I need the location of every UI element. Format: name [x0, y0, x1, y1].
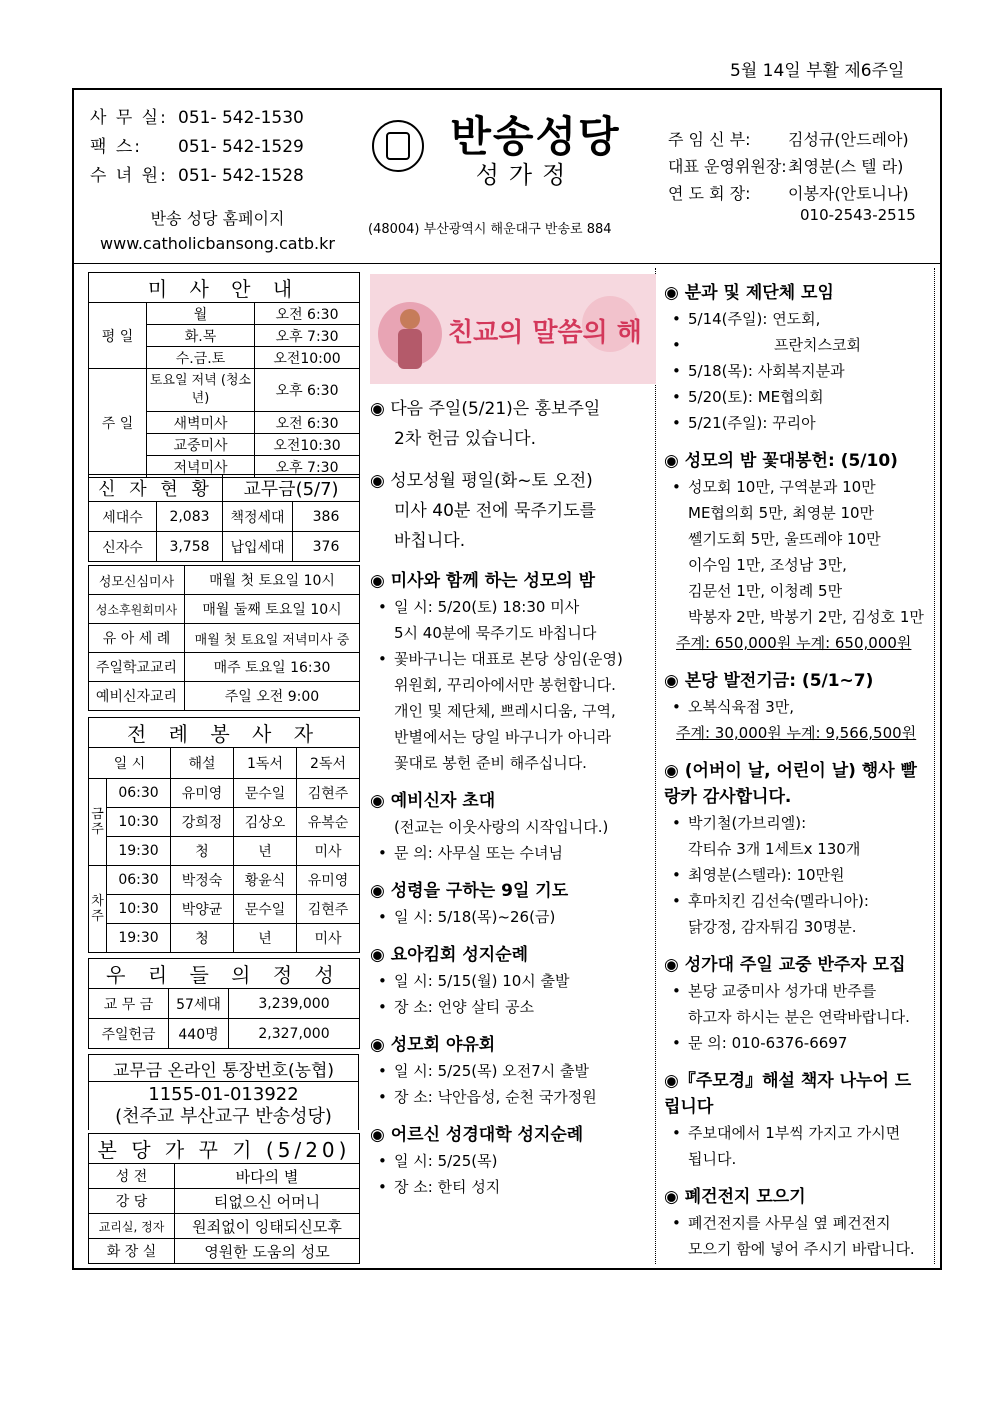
- liturgy-cell: 문수일: [234, 895, 297, 924]
- staff-block: [668, 126, 909, 207]
- notice-item: 모으기 함에 넣어 주시기 바랍니다.: [688, 1240, 915, 1258]
- notice-item: 개인 및 제단체, 쁘레시디움, 구역,: [394, 702, 616, 720]
- schedule-value: 매월 첫 토요일 저녁미사 중: [185, 624, 360, 653]
- banner-text: 친교의 말씀의 해: [448, 318, 642, 348]
- notice-section: [370, 1122, 652, 1200]
- members-table: [88, 474, 360, 562]
- notice-item: • 박기철(가브리엘):: [664, 810, 926, 836]
- account-table: [88, 1054, 359, 1130]
- liturgy-cell: 06:30: [107, 779, 171, 808]
- schedule-value: 매주 토요일 16:30: [185, 653, 360, 682]
- account-number-cell: [89, 1082, 359, 1131]
- liturgy-cell: 청: [171, 837, 234, 866]
- mass-day: 새벽미사: [147, 412, 255, 434]
- notice-item: 김문선 1만, 이청례 5만: [688, 582, 843, 600]
- schedule-value: 주일 오전 9:00: [185, 682, 360, 711]
- mass-day: 월: [147, 303, 255, 325]
- schedule-label: 주일학교교리: [89, 653, 185, 682]
- liturgy-cell: 06:30: [107, 866, 171, 895]
- members-cell: 신자수: [89, 532, 157, 562]
- notice-item: 5시 40분에 묵주기도 바칩니다: [394, 624, 597, 642]
- members-cell: 세대수: [89, 502, 157, 532]
- notice-section: [370, 878, 652, 930]
- notice-item: • 본당 교중미사 성가대 반주를: [664, 978, 926, 1004]
- notice-item: • 5/18(목): 사회복지분과: [664, 358, 926, 384]
- offering-cell: 3,239,000: [229, 989, 360, 1019]
- members-cell: 납입세대: [223, 532, 293, 562]
- notice-section: [664, 280, 926, 436]
- liturgy-cell: 10:30: [107, 808, 171, 837]
- notice-item: 하고자 하시는 분은 연락바랍니다.: [688, 1008, 910, 1026]
- homepage-label: 반송 성당 홈페이지: [150, 209, 285, 228]
- offering-cell: 57세대: [169, 989, 229, 1019]
- schedule-label: 예비신자교리: [89, 682, 185, 711]
- notice-item: • 꽃바구니는 대표로 본당 상임(운영): [370, 646, 652, 672]
- liturgy-cell: 김현주: [297, 895, 360, 924]
- account-holder: (천주교 부산교구 반송성당): [115, 1106, 332, 1127]
- mass-title: 미 사 안 내: [89, 273, 360, 303]
- account-number: 1155-01-013922: [148, 1084, 299, 1105]
- notice-section: [664, 448, 926, 656]
- liturgy-header: 1독서: [234, 748, 297, 779]
- notice-heading: ◉ 성모의 밤 꽃대봉헌: (5/10): [664, 451, 898, 471]
- notice-item: • 5/20(토): ME협의회: [664, 384, 926, 410]
- notice-heading: ◉ 예비신자 초대: [370, 791, 496, 811]
- header-divider: [72, 263, 942, 264]
- sunday-label: 주 일: [89, 369, 147, 478]
- members-cell: 2,083: [157, 502, 223, 532]
- notice-section: [370, 466, 652, 556]
- account-title: 교무금 온라인 통장번호(농협): [89, 1055, 359, 1082]
- notice-heading: ◉ 어르신 성경대학 성지순례: [370, 1125, 584, 1145]
- notice-item: • 일 시: 5/25(목) 오전7시 출발: [370, 1058, 652, 1084]
- weekday-label: 평 일: [89, 303, 147, 369]
- decor-place: 강 당: [89, 1189, 175, 1214]
- liturgy-cell: 황윤식: [234, 866, 297, 895]
- notice-section: [370, 394, 652, 454]
- yeondo-row: 연 도 회 장: 이봉자(안토니나): [668, 184, 909, 203]
- notice-line: 미사 40분 전에 묵주기도를: [394, 501, 597, 521]
- notice-heading: ◉ 본당 발전기금: (5/1~7): [664, 671, 874, 691]
- mass-time: 오전 6:30: [255, 412, 360, 434]
- notice-item: • 5/21(주일): 꾸리아: [664, 410, 926, 436]
- liturgy-cell: 19:30: [107, 924, 171, 953]
- fax-number: 팩 스: 051- 542-1529: [90, 137, 304, 157]
- notice-item: • 후마치킨 김선숙(멜라니아):: [664, 888, 926, 914]
- liturgy-title: 전 례 봉 사 자: [89, 718, 360, 748]
- decor-place: 교리실, 정자: [89, 1214, 175, 1239]
- notice-item: • 장 소: 한티 성지: [370, 1174, 652, 1200]
- notice-item: • 오복식육점 3만,: [664, 694, 926, 720]
- notice-item: • 성모회 10만, 구역분과 10만: [664, 474, 926, 500]
- chair-row: 대표 운영위원장:최영분(스 텔 라): [668, 157, 904, 176]
- liturgy-header: 2독서: [297, 748, 360, 779]
- members-cell: 책정세대: [223, 502, 293, 532]
- issue-date: 5월 14일 부활 제6주일: [730, 61, 905, 81]
- mass-time: 오후 6:30: [255, 369, 360, 412]
- liturgy-header: 일 시: [89, 748, 171, 779]
- parish-address: (48004) 부산광역시 해운대구 반송로 884: [368, 222, 612, 237]
- members-cell: 376: [293, 532, 360, 562]
- notice-item: • 일 시: 5/18(목)~26(금): [370, 904, 652, 930]
- notice-item: 주계: 650,000원 누계: 650,000원: [676, 634, 912, 652]
- decor-place: 성 전: [89, 1164, 175, 1189]
- notice-item: • 일 시: 5/25(목): [370, 1148, 652, 1174]
- convent-phone: 수 녀 원: 051- 542-1528: [90, 166, 304, 186]
- liturgy-cell: 강희정: [171, 808, 234, 837]
- liturgy-cell: 년: [234, 837, 297, 866]
- notice-section: [370, 788, 652, 866]
- notice-item: (전교는 이웃사랑의 시작입니다.): [394, 818, 609, 836]
- masthead: [368, 113, 653, 189]
- decor-team: 원죄없이 잉태되신모후: [175, 1214, 360, 1239]
- schedule-value: 매월 둘째 토요일 10시: [185, 595, 360, 624]
- office-phone: 사 무 실: 051- 542-1530: [90, 108, 304, 128]
- liturgy-cell: 년: [234, 924, 297, 953]
- pastor-row: 주 임 신 부: 김성규(안드레아): [668, 130, 909, 149]
- decor-team: 영원한 도움의 성모: [175, 1239, 360, 1264]
- liturgy-table: [88, 717, 360, 953]
- notice-item: 쎌기도회 5만, 울뜨레야 10만: [688, 530, 881, 548]
- notice-heading: ◉ 미사와 함께 하는 성모의 밤: [370, 571, 596, 591]
- notice-item: • 최영분(스텔라): 10만원: [664, 862, 926, 888]
- members-cell: 386: [293, 502, 360, 532]
- notice-heading: ◉ 성가대 주일 교중 반주자 모집: [664, 955, 906, 975]
- members-title: 신 자 현 황: [89, 475, 223, 502]
- decor-team: 바다의 별: [175, 1164, 360, 1189]
- notice-section: [370, 942, 652, 1020]
- offering-cell: 교 무 금: [89, 989, 169, 1019]
- liturgy-cell: 김현주: [297, 779, 360, 808]
- offering-table: [88, 958, 360, 1049]
- notice-heading: ◉ 성모성월 평일(화~토 오전): [370, 471, 593, 491]
- notice-item: 됩니다.: [688, 1150, 737, 1168]
- column-divider-right: [655, 268, 656, 1264]
- liturgy-cell: 문수일: [234, 779, 297, 808]
- notice-item: • 문 의: 010-6376-6697: [664, 1030, 926, 1056]
- contact-block: [90, 104, 304, 191]
- this-week-label: 금주: [89, 779, 107, 866]
- notice-heading: ◉ 분과 및 제단체 모임: [664, 283, 834, 303]
- decor-team: 티없으신 어머니: [175, 1189, 360, 1214]
- notice-item: 각티슈 3개 1세트x 130개: [688, 840, 861, 858]
- notice-section: [664, 1068, 926, 1172]
- liturgy-cell: 박양균: [171, 895, 234, 924]
- mass-day: 교중미사: [147, 434, 255, 456]
- mass-time: 오후 7:30: [255, 325, 360, 347]
- schedule-value: 매월 첫 토요일 10시: [185, 566, 360, 595]
- notice-heading: ◉ 성모회 야유회: [370, 1035, 496, 1055]
- notice-item: • 폐건전지를 사무실 옆 폐건전지: [664, 1210, 926, 1236]
- notices-middle: [370, 394, 652, 1200]
- notice-line: 2차 헌금 있습니다.: [394, 429, 536, 449]
- contact-phone: 010-2543-2515: [800, 206, 916, 224]
- liturgy-cell: 김상오: [234, 808, 297, 837]
- notice-heading: ◉ 폐건전지 모으기: [664, 1187, 806, 1207]
- schedule-label: 유 아 세 례: [89, 624, 185, 653]
- notice-item: • 5/14(주일): 연도회,: [664, 306, 926, 332]
- liturgy-cell: 미사: [297, 837, 360, 866]
- notice-item: 이수임 1만, 조성남 3만,: [688, 556, 847, 574]
- notice-item: 꽃대로 봉헌 준비 해주십니다.: [394, 754, 587, 772]
- schedule-label: 성소후원회미사: [89, 595, 185, 624]
- decor-title: 본 당 가 꾸 기 (5/20): [89, 1134, 360, 1164]
- notice-item: 박봉자 2만, 박봉기 2만, 김성호 1만: [688, 608, 924, 626]
- next-week-label: 차주: [89, 866, 107, 953]
- liturgy-cell: 미사: [297, 924, 360, 953]
- notice-item: • 장 소: 언양 살티 공소: [370, 994, 652, 1020]
- notice-section: [664, 1184, 926, 1262]
- notice-line: 바칩니다.: [394, 531, 466, 551]
- notice-item: • 일 시: 5/15(월) 10시 출발: [370, 968, 652, 994]
- liturgy-cell: 10:30: [107, 895, 171, 924]
- mass-day: 화.목: [147, 325, 255, 347]
- notice-heading: ◉ (어버이 날, 어린이 날) 행사 빨랑카 감사합니다.: [664, 761, 917, 807]
- notice-item: 닭강정, 감자튀김 30명분.: [688, 918, 857, 936]
- offering-cell: 2,327,000: [229, 1019, 360, 1049]
- parish-subtitle: 성가정: [475, 161, 576, 189]
- notice-section: [664, 758, 926, 940]
- liturgy-cell: 청: [171, 924, 234, 953]
- offering-cell: 주일헌금: [89, 1019, 169, 1049]
- notice-section: [664, 952, 926, 1056]
- parish-title: 반송성당: [450, 112, 621, 161]
- mass-time: 오후 7:30: [255, 456, 360, 478]
- mass-time: 오전10:30: [255, 434, 360, 456]
- notice-heading: ◉ 성령을 구하는 9일 기도: [370, 881, 569, 901]
- notice-item: 주계: 30,000원 누계: 9,566,500원: [676, 724, 917, 742]
- mass-day: 토요일 저녁 (청소년): [147, 369, 255, 412]
- notice-item: 반별에서는 당일 바구니가 아니라: [394, 728, 612, 746]
- mass-day: 수.금.토: [147, 347, 255, 369]
- special-schedule-table: [88, 565, 360, 711]
- notice-heading: ◉ 요아킴회 성지순례: [370, 945, 529, 965]
- column-divider-edge: [934, 268, 935, 1264]
- mass-time: 오전 6:30: [255, 303, 360, 325]
- members-cell: 3,758: [157, 532, 223, 562]
- decor-table: [88, 1133, 360, 1264]
- liturgy-cell: 박정숙: [171, 866, 234, 895]
- liturgy-cell: 유미영: [171, 779, 234, 808]
- notice-item: • 프란치스코회: [664, 332, 926, 358]
- notice-section: [370, 1032, 652, 1110]
- notice-item: • 주보대에서 1부씩 가지고 가시면: [664, 1120, 926, 1146]
- notice-heading: ◉『주모경』해설 책자 나누어 드립니다: [664, 1071, 912, 1117]
- notice-item: • 장 소: 낙안읍성, 순천 국가정원: [370, 1084, 652, 1110]
- offering-cell: 440명: [169, 1019, 229, 1049]
- mass-time: 오전10:00: [255, 347, 360, 369]
- notice-item: ME협의회 5만, 최영분 10만: [688, 504, 875, 522]
- homepage-block: [90, 206, 345, 256]
- notice-item: 위원회, 꾸리아에서만 봉헌합니다.: [394, 676, 616, 694]
- liturgy-cell: 19:30: [107, 837, 171, 866]
- year-banner: [370, 274, 656, 384]
- notice-item: • 일 시: 5/20(토) 18:30 미사: [370, 594, 652, 620]
- notice-section: [664, 668, 926, 746]
- offering-title: 우 리 들 의 정 성: [89, 959, 360, 989]
- dues-title: 교무금(5/7): [223, 475, 360, 502]
- liturgy-header: 해설: [171, 748, 234, 779]
- schedule-label: 성모신심미사: [89, 566, 185, 595]
- notice-section: [370, 568, 652, 776]
- liturgy-cell: 유복순: [297, 808, 360, 837]
- notice-heading: ◉ 다음 주일(5/21)은 홍보주일: [370, 399, 601, 419]
- homepage-url[interactable]: www.catholicbansong.catb.kr: [100, 234, 335, 253]
- notices-right: [664, 280, 926, 1262]
- notice-item: • 문 의: 사무실 또는 수녀님: [370, 840, 652, 866]
- mass-day: 저녁미사: [147, 456, 255, 478]
- liturgy-cell: 유미영: [297, 866, 360, 895]
- mass-schedule-table: [88, 272, 360, 478]
- decor-place: 화 장 실: [89, 1239, 175, 1264]
